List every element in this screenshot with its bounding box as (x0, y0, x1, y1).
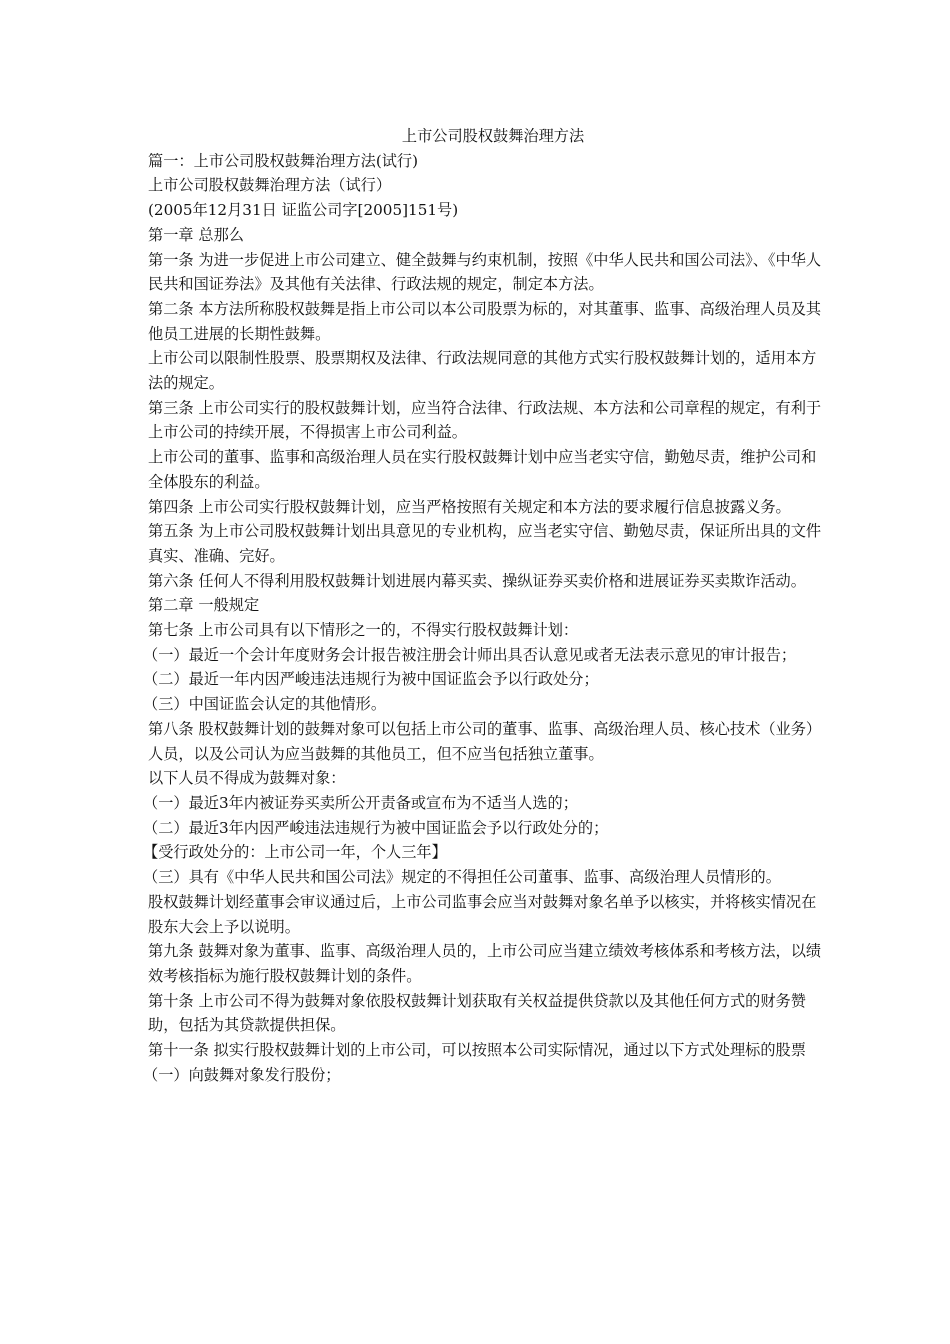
paragraph: 第三条 上市公司实行的股权鼓舞计划，应当符合法律、行政法规、本方法和公司章程的规定，有利于上市公司的持续开展，不得损害上市公司利益。 (148, 398, 822, 442)
paragraph: （三）具有《中华人民共和国公司法》规定的不得担任公司董事、监事、高级治理人员情形的。 (143, 868, 781, 887)
paragraph: 上市公司以限制性股票、股票期权及法律、行政法规同意的其他方式实行股权鼓舞计划的，适用本方法的规定。 (148, 349, 817, 393)
paragraph: （二）最近3年内因严峻违法违规行为被中国证监会予以行政处分的； (143, 818, 609, 837)
paragraph: 第九条 鼓舞对象为董事、监事、高级治理人员的，上市公司应当建立绩效考核体系和考核方法，以绩效考核指标为施行股权鼓舞计划的条件。 (148, 942, 822, 985)
paragraph: （一）最近3年内被证券买卖所公开责备或宣布为不适当人选的； (143, 793, 578, 812)
paragraph: 第二条 本方法所称股权鼓舞是指上市公司以本公司股票为标的，对其董事、监事、高级治理人员及其他员工进展的长期性鼓舞。 (148, 299, 822, 343)
paragraph: 篇一：上市公司股权鼓舞治理方法(试行) (148, 151, 419, 170)
chapter-heading: 第二章 一般规定 (148, 596, 260, 615)
paragraph: 第六条 任何人不得利用股权鼓舞计划进展内幕买卖、操纵证券买卖价格和进展证券买卖欺诈活动。 (148, 571, 806, 590)
document-title: 上市公司股权鼓舞治理方法 (401, 127, 585, 145)
paragraph: 【受行政处分的：上市公司一年，个人三年】 (143, 843, 447, 862)
paragraph: (2005年12月31日 证监公司字[2005]151号) (148, 201, 459, 220)
paragraph: 上市公司股权鼓舞治理方法（试行） (148, 176, 391, 195)
paragraph: （一）最近一个会计年度财务会计报告被注册会计师出具否认意见或者无法表示意见的审计报告； (143, 645, 797, 664)
paragraph: 第十一条 拟实行股权鼓舞计划的上市公司，可以按照本公司实际情况，通过以下方式处理标的股票 (148, 1041, 806, 1060)
paragraph: 上市公司的董事、监事和高级治理人员在实行股权鼓舞计划中应当老实守信，勤勉尽责，维护公司和全体股东的利益。 (148, 448, 817, 491)
paragraph: （二）最近一年内因严峻违法违规行为被中国证监会予以行政处分； (143, 670, 599, 689)
paragraph: 第四条 上市公司实行股权鼓舞计划，应当严格按照有关规定和本方法的要求履行信息披露义务。 (148, 497, 791, 516)
paragraph: 第五条 为上市公司股权鼓舞计划出具意见的专业机构，应当老实守信、勤勉尽责，保证所出具的文件真实、准确、完好。 (148, 522, 822, 565)
paragraph: 第十条 上市公司不得为鼓舞对象依股权鼓舞计划获取有关权益提供贷款以及其他任何方式的财务赞助，包括为其贷款提供担保。 (148, 991, 806, 1035)
document-body (143, 124, 823, 1087)
paragraph: （一）向鼓舞对象发行股份； (143, 1065, 341, 1084)
paragraph: （三）中国证监会认定的其他情形。 (143, 695, 386, 714)
paragraph: 第一条 为进一步促进上市公司建立、健全鼓舞与约束机制，按照《中华人民共和国公司法》、《中华人民共和国证券法》及其他有关法律、行政法规的规定，制定本方法。 (148, 250, 822, 294)
paragraph: 以下人员不得成为鼓舞对象： (148, 769, 346, 788)
paragraph: 第八条 股权鼓舞计划的鼓舞对象可以包括上市公司的董事、监事、高级治理人员、核心技术（业务）人员，以及公司认为应当鼓舞的其他员工，但不应当包括独立董事。 (148, 719, 822, 763)
paragraph: 第七条 上市公司具有以下情形之一的，不得实行股权鼓舞计划： (148, 621, 579, 640)
paragraph: 股权鼓舞计划经董事会审议通过后，上市公司监事会应当对鼓舞对象名单予以核实，并将核实情况在股东大会上予以说明。 (148, 892, 817, 936)
chapter-heading: 第一章 总那么 (148, 225, 244, 244)
